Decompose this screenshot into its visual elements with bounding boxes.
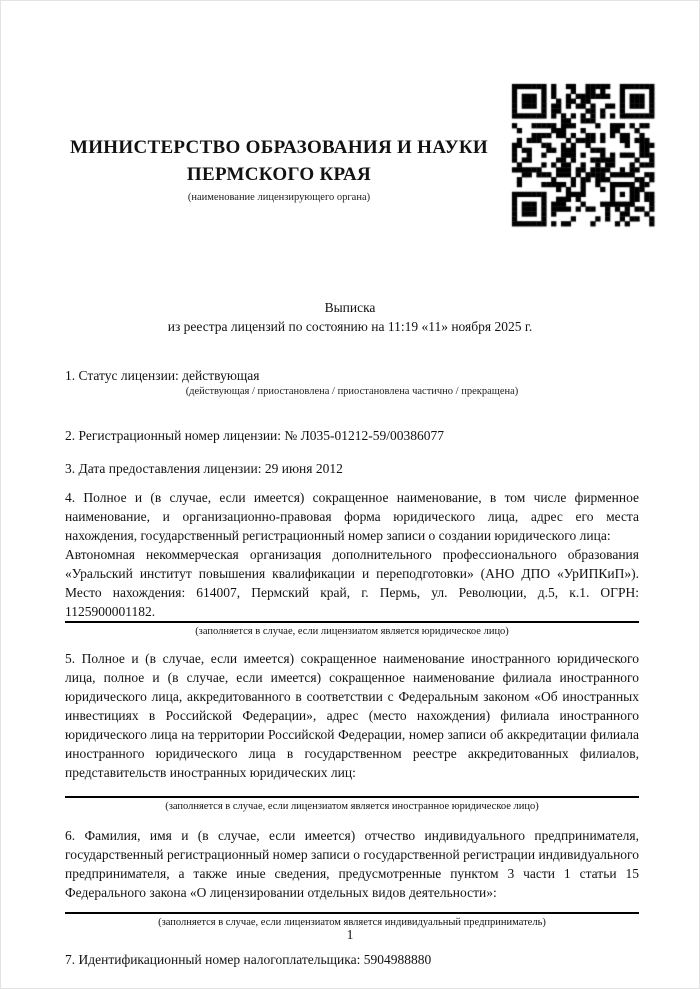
item-6-rule-caption: (заполняется в случае, если лицензиатом является индивидуальный предприниматель) <box>65 912 639 930</box>
item-6-entrepreneur-heading: 6. Фамилия, имя и (в случае, если имеется) отчество индивидуального предпринимателя, государственный регистрационный номер записи о государственной регистрации индивидуального предпринимателя, а также иные сведения, предусмотренные пунктом 3 части 1 статьи 15 Федерального закона «О лицензировании отдельных видов деятельности»: <box>65 828 639 900</box>
item-4-rule-caption: (заполняется в случае, если лицензиатом является юридическое лицо) <box>65 621 639 639</box>
document-title <box>1 298 699 336</box>
item-1-status-options-caption: (действующая / приостановлена / приостановлена частично / прекращена) <box>185 386 519 397</box>
document-title-line1: Выписка <box>324 300 376 315</box>
item-3-grant-date: 3. Дата предоставления лицензии: 29 июня 2012 <box>65 461 343 476</box>
item-5-foreign-entity-heading: 5. Полное и (в случае, если имеется) сокращенное наименование иностранного юридического лица, полное и (в случае, если имеется) сокращенное наименование филиала иностранного юридического лица, аккредитованного в соответствии с Федеральным законом «Об иностранных инвестициях в Российской Федерации», адрес (место нахождения) филиала иностранного юридического лица на территории Российской Федерации, номер записи об аккредитации филиала иностранного юридического лица в государственном реестре аккредитованных филиалов, представительств иностранных юридических лиц: <box>65 651 639 780</box>
ministry-caption: (наименование лицензирующего органа) <box>187 192 371 203</box>
page-number: 1 <box>346 927 354 942</box>
item-4-legal-entity-heading: 4. Полное и (в случае, если имеется) сокращенное наименование, в том числе фирменное наименование, и организационно-правовая форма юридического лица, адрес его места нахождения, государственный регистрационный номер записи о создании юридического лица: <box>65 490 639 543</box>
licensing-authority-header <box>57 134 501 205</box>
item-7-taxpayer-number: 7. Идентификационный номер налогоплательщика: 5904988880 <box>65 952 432 967</box>
item-1-license-status: 1. Статус лицензии: действующая <box>65 368 260 383</box>
ministry-name-line1: МИНИСТЕРСТВО ОБРАЗОВАНИЯ И НАУКИ <box>69 137 489 158</box>
ministry-name-line2: ПЕРМСКОГО КРАЯ <box>186 164 372 185</box>
item-2-registration-number: 2. Регистрационный номер лицензии: № Л035-01212-59/00386077 <box>65 428 445 443</box>
item-4-legal-entity-value: Автономная некоммерческая организация дополнительного профессионального образования «Уральский институт повышения квалификации и переподготовки» (АНО ДПО «УрИПКиП»). Место нахождения: 614007, Пермский край, г. Пермь, ул. Революции, д.5, к.1. ОГРН: 1125900001182. <box>65 547 639 619</box>
qr-code-icon <box>507 79 659 231</box>
document-body <box>65 366 639 969</box>
item-5-rule-caption: (заполняется в случае, если лицензиатом является иностранное юридическое лицо) <box>65 796 639 814</box>
document-title-line2: из реестра лицензий по состоянию на 11:19 «11» ноября 2025 г. <box>167 319 533 334</box>
